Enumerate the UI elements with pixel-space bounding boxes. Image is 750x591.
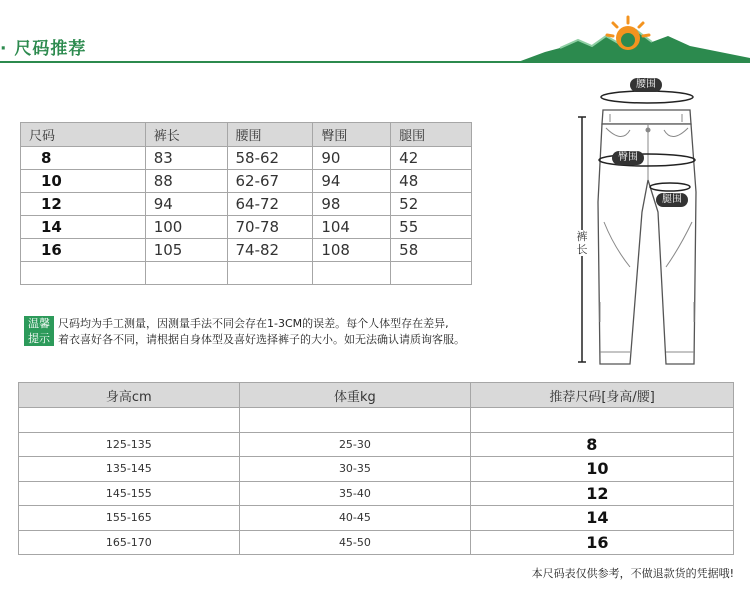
waist-cell: 64-72	[227, 193, 313, 216]
hip-cell	[313, 262, 391, 285]
table-row	[21, 170, 472, 193]
tip-badge-line2: 提示	[28, 332, 50, 345]
table-row	[19, 408, 734, 433]
length-cell: 94	[145, 193, 227, 216]
size-cell	[21, 262, 146, 285]
tip-line2: 着衣喜好各不同，请根据自身体型及喜好选择裤子的大小。如无法确认请质询客服。	[58, 333, 465, 346]
table-row	[19, 530, 734, 555]
height-cell	[19, 408, 240, 433]
recommended-size-cell: 8	[471, 432, 734, 457]
size-cell: 14	[21, 216, 146, 239]
weight-cell: 30-35	[239, 457, 471, 482]
pants-waistband	[602, 110, 691, 124]
thigh-cell	[391, 262, 472, 285]
waist-cell: 74-82	[227, 239, 313, 262]
length-cell	[145, 262, 227, 285]
table-row	[19, 432, 734, 457]
thigh-cell: 42	[391, 147, 472, 170]
pants-diagram	[570, 72, 720, 376]
size-cell: 12	[21, 193, 146, 216]
height-cell: 135-145	[19, 457, 240, 482]
button-icon	[646, 128, 651, 133]
thigh-cell: 55	[391, 216, 472, 239]
recommended-size-cell	[471, 408, 734, 433]
table-row	[19, 506, 734, 531]
hip-cell: 90	[313, 147, 391, 170]
hip-cell: 98	[313, 193, 391, 216]
table-row	[21, 147, 472, 170]
hip-label: 臀围	[612, 151, 644, 165]
length-cell: 105	[145, 239, 227, 262]
recommended-size-cell: 14	[471, 506, 734, 531]
weight-cell: 45-50	[239, 530, 471, 555]
size-cell: 10	[21, 170, 146, 193]
size-cell: 16	[21, 239, 146, 262]
height-cell: 165-170	[19, 530, 240, 555]
hip-cell: 108	[313, 239, 391, 262]
weight-cell: 40-45	[239, 506, 471, 531]
height-table-header-row	[19, 383, 734, 408]
size-table-header-row	[21, 123, 472, 147]
thigh-label: 腿围	[656, 193, 688, 207]
col-header-height: 身高cm	[19, 383, 240, 408]
col-header-size: 尺码	[21, 123, 146, 147]
weight-cell: 25-30	[239, 432, 471, 457]
height-cell: 155-165	[19, 506, 240, 531]
recommended-size-cell: 16	[471, 530, 734, 555]
recommended-size-cell: 10	[471, 457, 734, 482]
col-header-hip: 臀围	[313, 123, 391, 147]
footnote: 本尺码表仅供参考，不做退款货的凭据哦!	[531, 567, 734, 580]
table-row	[21, 193, 472, 216]
waist-cell	[227, 262, 313, 285]
table-row	[19, 481, 734, 506]
height-cell: 145-155	[19, 481, 240, 506]
thigh-cell: 58	[391, 239, 472, 262]
recommended-size-cell: 12	[471, 481, 734, 506]
hip-cell: 94	[313, 170, 391, 193]
tip-badge-line1: 温馨	[28, 317, 50, 330]
waist-cell: 58-62	[227, 147, 313, 170]
length-cell: 88	[145, 170, 227, 193]
header-divider	[0, 61, 750, 63]
size-cell: 8	[21, 147, 146, 170]
thigh-cell: 52	[391, 193, 472, 216]
hip-cell: 104	[313, 216, 391, 239]
table-row	[21, 262, 472, 285]
height-cell: 125-135	[19, 432, 240, 457]
col-header-length: 裤长	[145, 123, 227, 147]
waist-cell: 70-78	[227, 216, 313, 239]
tip-badge	[24, 316, 54, 346]
weight-cell: 35-40	[239, 481, 471, 506]
length-cell: 83	[145, 147, 227, 170]
table-row	[21, 239, 472, 262]
table-row	[21, 216, 472, 239]
col-header-weight: 体重kg	[239, 383, 471, 408]
tip-text	[58, 316, 498, 348]
tip-line1: 尺码均为手工测量，因测量手法不同会存在1-3CM的误差。每个人体型存在差异,	[58, 317, 449, 330]
waist-cell: 62-67	[227, 170, 313, 193]
page-header	[0, 0, 750, 66]
mountain-sun-decoration	[0, 0, 750, 66]
length-cell: 100	[145, 216, 227, 239]
pants-illustration	[570, 72, 720, 372]
page-title: · 尺码推荐	[0, 39, 87, 59]
thigh-cell: 48	[391, 170, 472, 193]
table-row	[19, 457, 734, 482]
size-table	[20, 122, 472, 285]
col-header-recommended: 推荐尺码[身高/腰]	[471, 383, 734, 408]
height-weight-table	[18, 382, 734, 555]
length-label: 裤长	[576, 230, 588, 256]
col-header-thigh: 腿围	[391, 123, 472, 147]
col-header-waist: 腰围	[227, 123, 313, 147]
weight-cell	[239, 408, 471, 433]
waist-label: 腰围	[630, 78, 662, 92]
